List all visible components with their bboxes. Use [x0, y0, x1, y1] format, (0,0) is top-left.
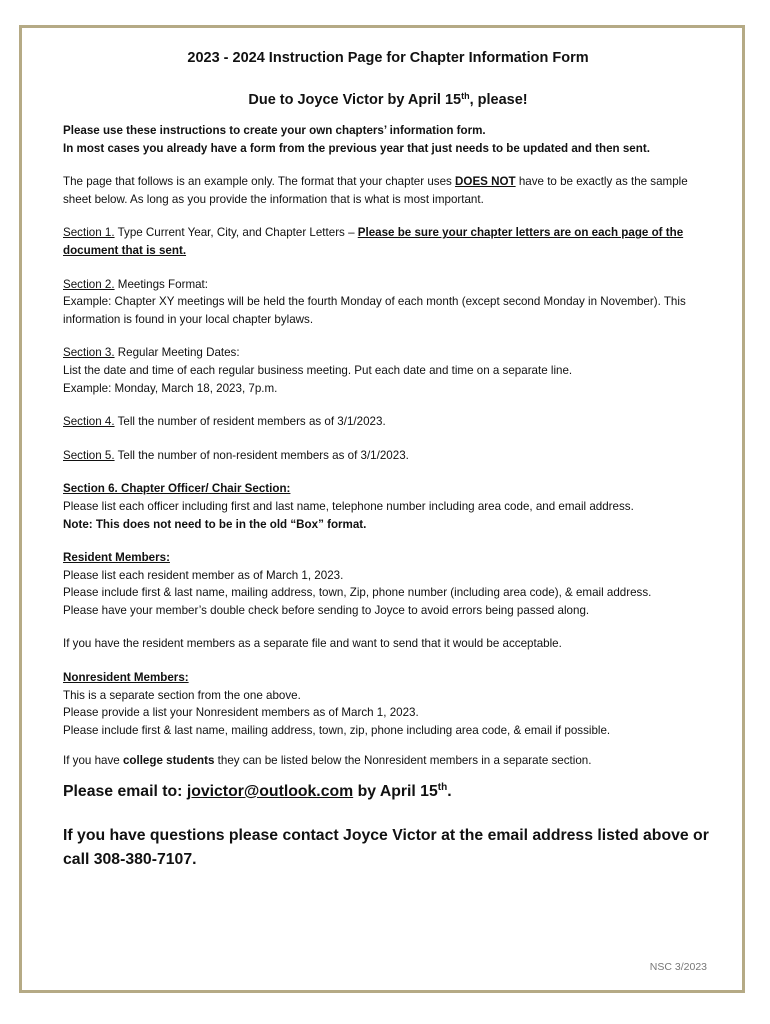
- section-6-note: Note: This does not need to be in the old “Box” format.: [63, 517, 367, 531]
- section-5-text: Tell the number of non-resident members as of 3/1/2023.: [114, 448, 409, 462]
- example-note-emphasis: DOES NOT: [455, 175, 516, 189]
- section-3-detail-2: Example: Monday, March 18, 2023, 7p.m.: [63, 381, 278, 395]
- intro-line-1: Please use these instructions to create your own chapters’ information form.: [63, 124, 486, 137]
- intro-block: [63, 122, 713, 157]
- nonresident-members-section: [63, 669, 713, 739]
- resident-line-2: Please include first & last name, mailing address, town, Zip, phone number (including area code), & email address.: [63, 586, 652, 600]
- section-1-emphasis: Please be sure your chapter letters are on each page of the document that is sent.: [63, 226, 684, 257]
- email-instruction: [63, 780, 713, 804]
- example-note-before: The page that follows is an example only. The format that your chapter uses: [63, 175, 456, 189]
- section-3: [63, 344, 713, 397]
- resident-members-section: [63, 549, 713, 619]
- section-3-heading: [63, 344, 713, 362]
- section-6-label: Section 6. Chapter Officer/ Chair Section:: [63, 482, 291, 496]
- example-note-after: have to be exactly as the sample sheet below. As long as you provide the information that is what is most important.: [63, 175, 688, 206]
- intro-line-2: In most cases you already have a form from the previous year that just needs to be updated and then sent.: [63, 141, 650, 155]
- section-2-text: Meetings Format:: [114, 277, 208, 291]
- section-4-label: Section 4.: [63, 415, 115, 429]
- page-title: 2023 - 2024 Instruction Page for Chapter Information Form: [187, 50, 589, 66]
- section-4: [63, 413, 713, 431]
- section-1-label: Section 1.: [63, 226, 115, 240]
- resident-line-1: Please list each resident member as of March 1, 2023.: [63, 568, 344, 582]
- email-sup: th: [437, 782, 448, 794]
- email-after: .: [447, 783, 452, 801]
- due-prefix: Due to Joyce Victor by April 15: [248, 92, 462, 108]
- nonresident-line-2: Please provide a list your Nonresident members as of March 1, 2023.: [63, 706, 419, 720]
- due-date-heading: [63, 90, 713, 110]
- email-middle: by April 15: [353, 783, 438, 801]
- college-students-note: [63, 752, 713, 770]
- nonresident-line-1: This is a separate section from the one above.: [63, 688, 301, 702]
- questions-contact: If you have questions please contact Joyce Victor at the email address listed above or call 308-380-7107.: [63, 827, 709, 869]
- college-after: they can be listed below the Nonresident members in a separate section.: [214, 754, 592, 768]
- due-suffix: , please!: [469, 92, 528, 108]
- section-3-detail-1: List the date and time of each regular business meeting. Put each date and time on a separate line.: [63, 363, 573, 377]
- section-5: [63, 447, 713, 465]
- resident-label: Resident Members:: [63, 551, 170, 565]
- resident-separate-file: If you have the resident members as a separate file and want to send that it would be acceptable.: [63, 637, 562, 651]
- email-link[interactable]: jovictor@outlook.com: [186, 783, 354, 801]
- section-6: [63, 480, 713, 533]
- section-4-text: Tell the number of resident members as of 3/1/2023.: [114, 415, 386, 429]
- section-3-label: Section 3.: [63, 346, 115, 360]
- example-note: [63, 173, 713, 208]
- footer-code: NSC 3/2023: [649, 961, 707, 973]
- college-before: If you have: [63, 754, 123, 768]
- section-2: [63, 276, 713, 329]
- section-2-label: Section 2.: [63, 277, 115, 291]
- section-1: [63, 224, 713, 259]
- section-3-text: Regular Meeting Dates:: [114, 346, 240, 360]
- email-before: Please email to:: [63, 783, 187, 801]
- college-emphasis: college students: [122, 754, 215, 768]
- nonresident-label: Nonresident Members:: [63, 671, 189, 685]
- section-2-detail: Example: Chapter XY meetings will be held the fourth Monday of each month (except second Monday in November). This information is found in your local chapter bylaws.: [63, 295, 686, 326]
- resident-line-3: Please have your member’s double check before sending to Joyce to avoid errors being passed along.: [63, 603, 590, 617]
- document-content: [63, 48, 713, 872]
- section-5-label: Section 5.: [63, 448, 115, 462]
- section-1-text: Type Current Year, City, and Chapter Letters –: [114, 226, 358, 240]
- due-sup: th: [461, 91, 470, 101]
- section-2-heading: [63, 276, 713, 294]
- nonresident-line-3: Please include first & last name, mailing address, town, zip, phone including area code, & email if possible.: [63, 723, 611, 737]
- section-6-detail: Please list each officer including first and last name, telephone number including area code, and email address.: [63, 499, 634, 513]
